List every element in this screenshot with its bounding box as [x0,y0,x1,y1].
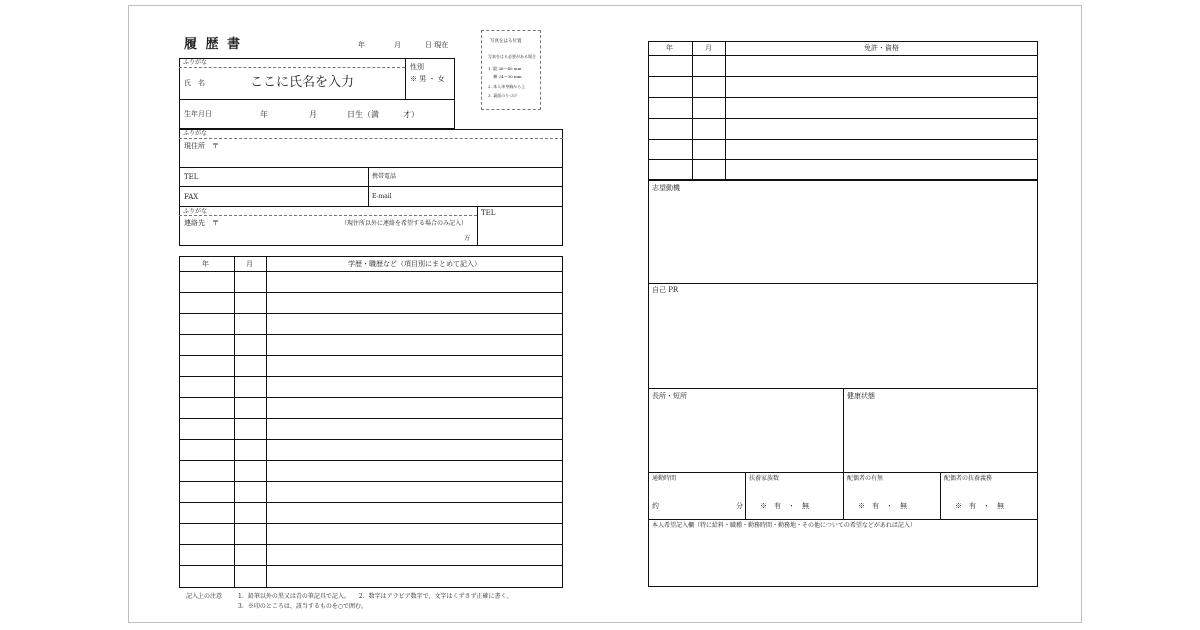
photo-line-1: 写真をはる必要がある場合 [488,54,536,59]
history-row[interactable] [179,313,563,314]
contact-furigana-label: ふりがな [183,208,208,215]
photo-title: 写真をはる位置 [490,39,522,44]
spouse-support-value[interactable]: ※ 有 ・ 無 [955,502,1004,510]
licenses-row[interactable] [648,159,1038,160]
header-month: 月 [394,41,401,49]
spouse-support-label: 配偶者の扶養義務 [944,475,993,482]
history-table [179,256,563,588]
current-address-label[interactable]: 現住所 〒 [184,142,219,150]
commute-minutes[interactable]: 分 [736,502,743,510]
email-label[interactable]: E-mail [372,193,392,200]
photo-line-5: 3. 裏面のりづけ [488,93,518,98]
dependents-value[interactable]: ※ 有 ・ 無 [760,502,809,510]
licenses-row[interactable] [648,139,1038,140]
licenses-col-year: 年 [666,44,673,52]
gender-options[interactable]: ※ 男 ・ 女 [410,75,445,83]
requests-label[interactable]: 本人希望記入欄（特に給料・職種・勤務時間・勤務地・その他についての希望などがあれば記入） [652,522,916,529]
commute-label: 通勤時間 [652,475,677,482]
contact-tel-label[interactable]: TEL [481,209,496,217]
history-row[interactable] [179,502,563,503]
address-furigana-label: ふりがな [183,130,208,137]
photo-line-3: 横 24〜30 mm [488,74,522,79]
history-row[interactable] [179,397,563,398]
notes-line-1: 1．鉛筆以外の黒又は青の筆記具で記入。 2．数字はアラビア数字で、文字はくずさず正確に書く。 [238,593,513,600]
history-row[interactable] [179,292,563,293]
name-label: 氏 名 [184,79,205,87]
health-label[interactable]: 健康状態 [847,392,875,400]
notes-label: 記入上の注意 [186,593,223,600]
photo-line-2: 1. 縦 36〜40 mm [488,66,522,71]
history-row[interactable] [179,481,563,482]
commute-hours[interactable]: 約 [652,502,659,510]
photo-line-4: 2. 本人単身胸から上 [488,84,526,89]
history-row[interactable] [179,418,563,419]
spouse-value[interactable]: ※ 有 ・ 無 [858,502,907,510]
spouse-label: 配偶者の有無 [847,475,884,482]
fax-label[interactable]: FAX [184,193,199,201]
history-col-month: 月 [246,260,253,268]
page-title: 履 歴 書 [184,37,243,52]
history-row[interactable] [179,334,563,335]
birth-label: 生年月日 [184,110,212,118]
dependents-label: 扶養家族数 [749,475,780,482]
header-day-current: 日 現在 [425,41,449,49]
strengths-label[interactable]: 長所・短所 [652,392,687,400]
history-row[interactable] [179,376,563,377]
address-box [179,129,563,246]
licenses-col-detail: 免許・資格 [864,44,899,52]
birth-year: 年 [260,110,268,119]
notes-line-2: 3．※印のところは、該当するものを○で囲む。 [238,603,368,610]
history-col-year: 年 [202,260,209,268]
history-col-detail: 学歴・職歴など（項目別にまとめて記入） [348,260,481,268]
photo-area[interactable] [481,30,541,110]
history-row[interactable] [179,439,563,440]
tel-label[interactable]: TEL [184,173,199,181]
birth-month: 月 [309,110,317,119]
name-field[interactable]: ここに氏名を入力 [250,75,355,90]
history-row[interactable] [179,544,563,545]
contact-address-label[interactable]: 連絡先 〒 [184,219,219,227]
history-row[interactable] [179,460,563,461]
birth-day-age: 日生（満 才） [347,110,419,119]
self-pr-label[interactable]: 自己 PR [652,286,679,294]
licenses-row[interactable] [648,97,1038,98]
name-furigana-label: ふりがな [183,59,208,66]
contact-suffix: 方 [464,235,471,242]
licenses-row[interactable] [648,76,1038,77]
licenses-row[interactable] [648,118,1038,119]
history-row[interactable] [179,565,563,566]
motivation-label[interactable]: 志望動機 [652,184,680,192]
gender-label: 性別 [410,63,424,71]
mobile-label[interactable]: 携帯電話 [372,173,397,180]
header-year: 年 [358,41,365,49]
licenses-col-month: 月 [705,44,712,52]
contact-note: （現住所以外に連絡を希望する場合のみ記入） [341,220,468,227]
history-row[interactable] [179,523,563,524]
history-row[interactable] [179,355,563,356]
